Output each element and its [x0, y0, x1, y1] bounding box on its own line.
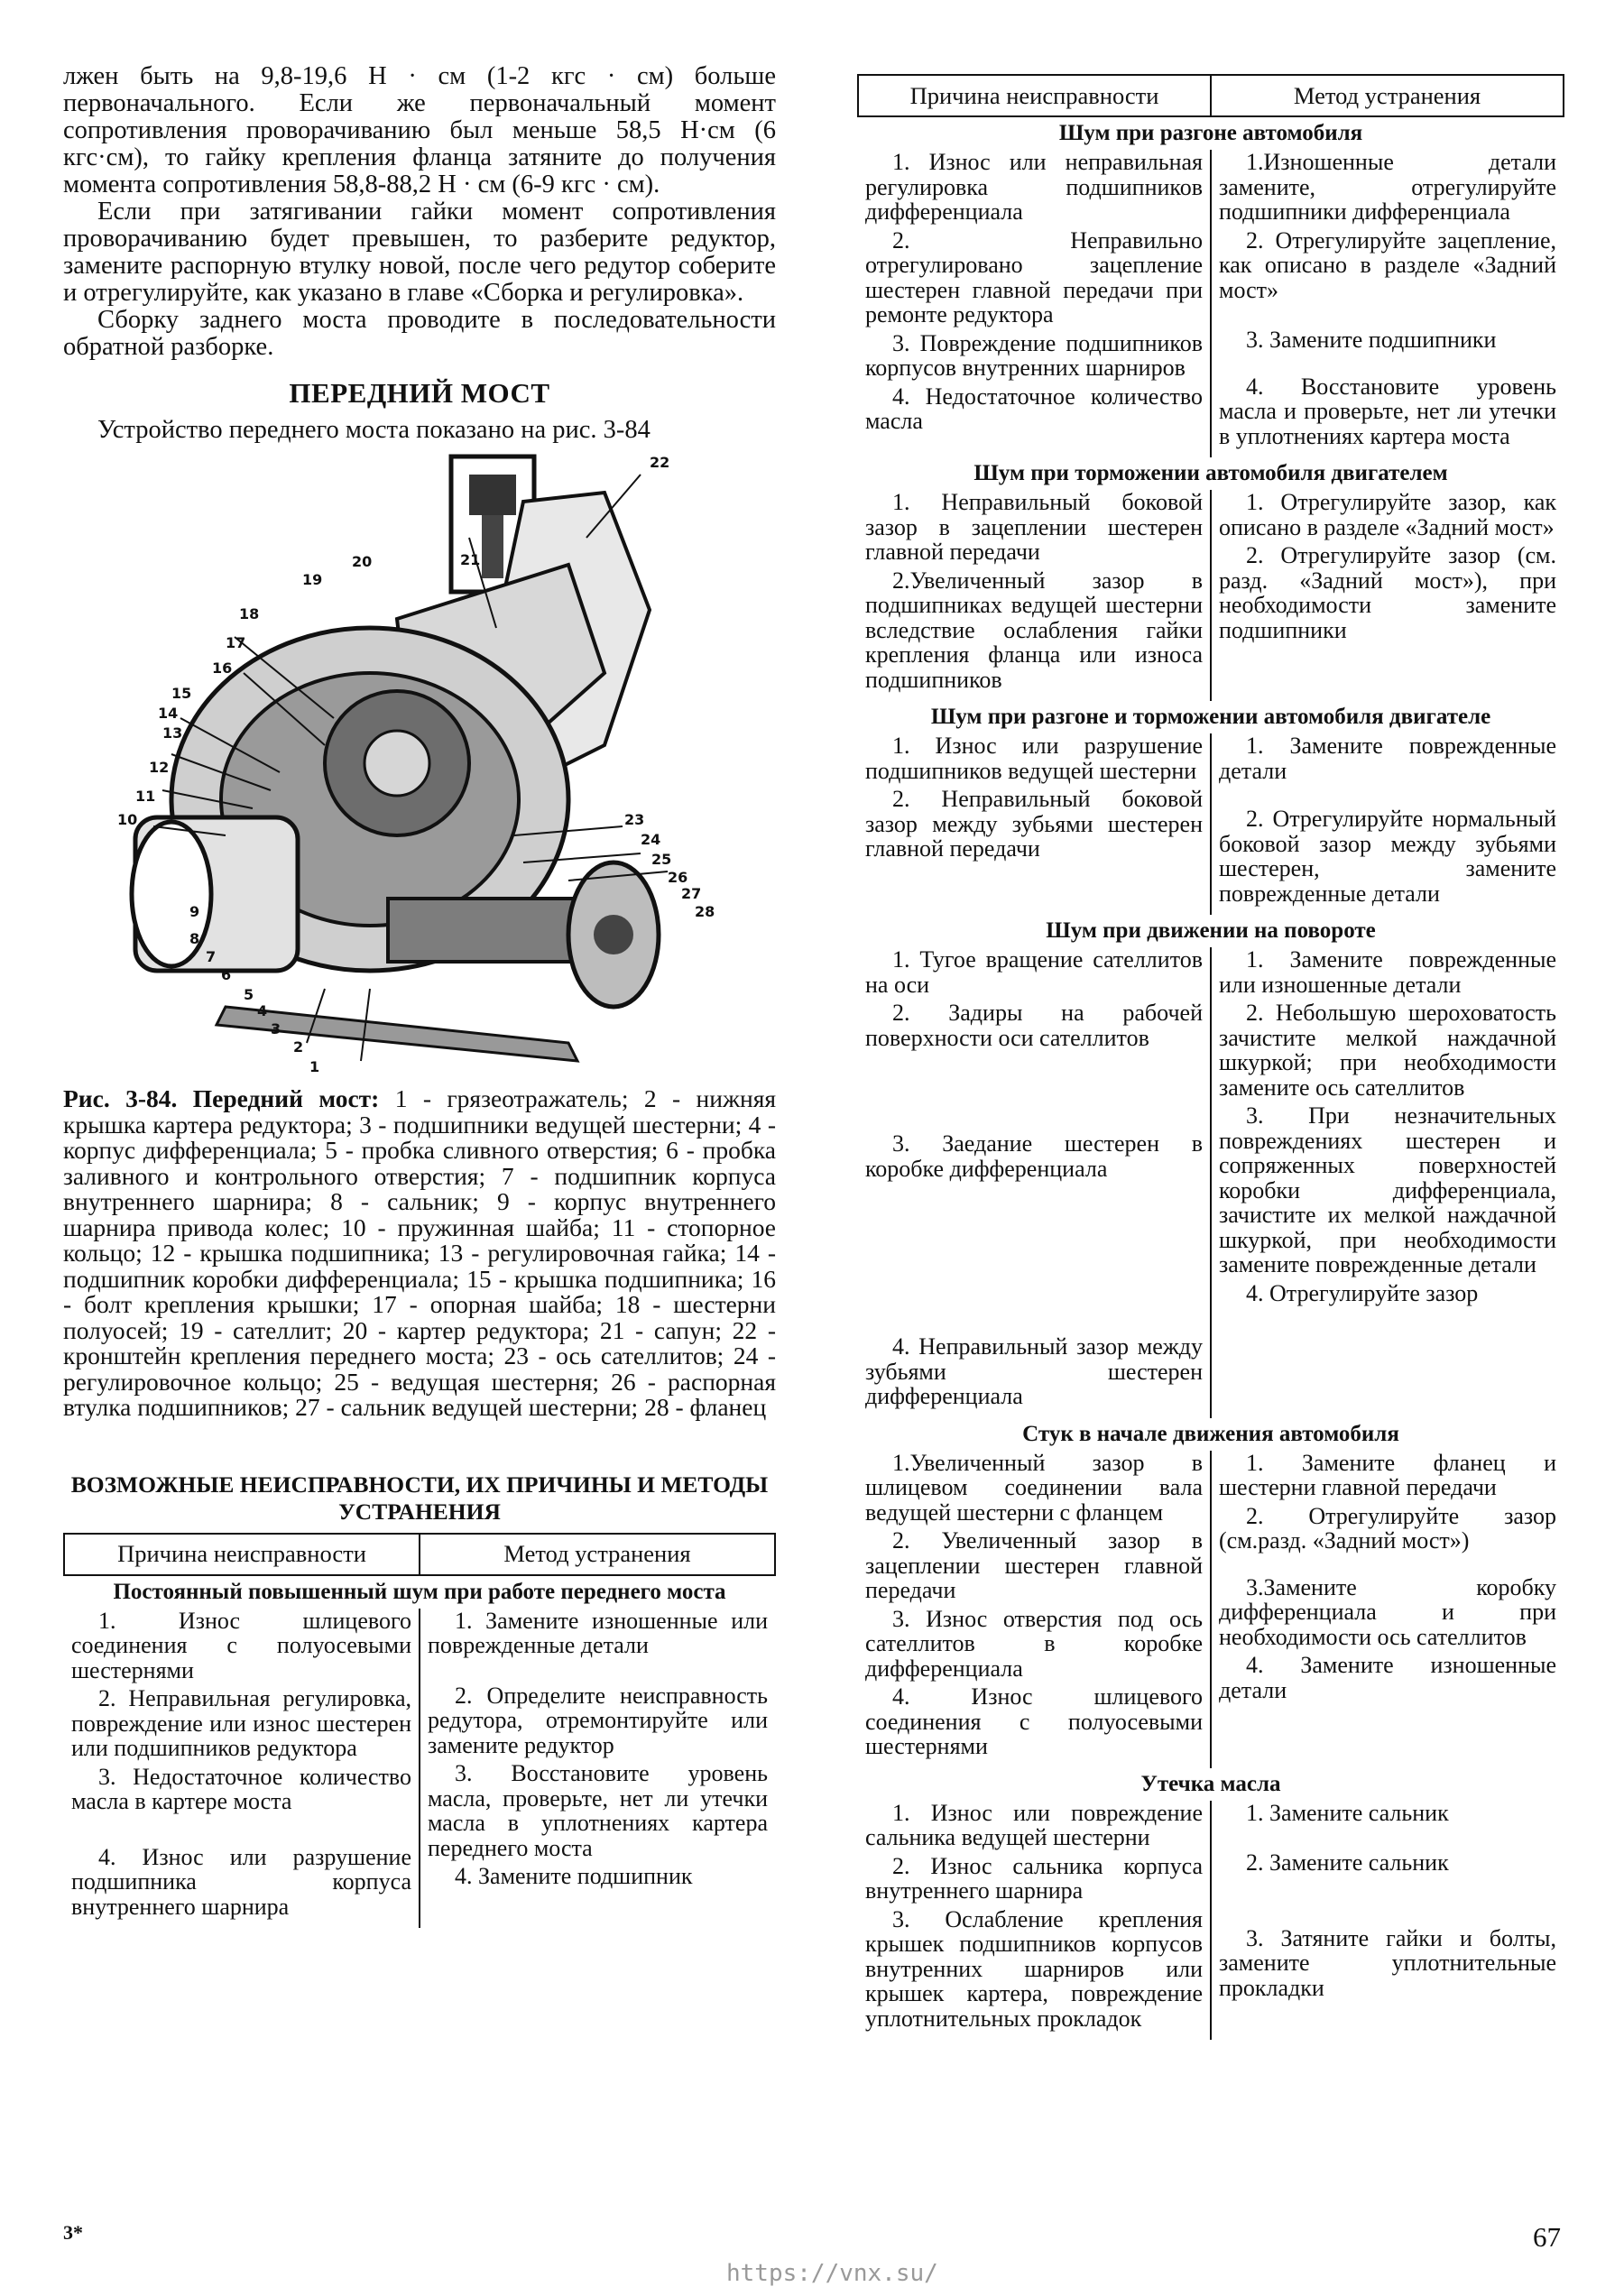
- callout-1: 1: [309, 1058, 320, 1075]
- table-row: [858, 1801, 1564, 2041]
- table-row: [858, 490, 1564, 701]
- table-row: [64, 1609, 775, 1929]
- caption-label: Рис. 3-84. Передний мост:: [63, 1084, 380, 1112]
- paragraph-3: Сборку заднего моста проводите в последовательности обратной разборке.: [63, 306, 776, 361]
- callout-17: 17: [226, 634, 246, 651]
- callout-28: 28: [695, 903, 715, 920]
- cause-cell: 3. Ослабление крепления крышек подшипников корпусов внутренних шарниров или крышек картера, повреждение уплотнительных прокладок: [865, 1905, 1203, 2032]
- method-cell: 1.Изношенные детали замените, отрегулируйте подшипники дифференциала: [1219, 149, 1556, 225]
- inset-part-top: [469, 475, 516, 515]
- method-cell: 3. Замените подшипники: [1246, 327, 1497, 353]
- callout-26: 26: [668, 869, 688, 886]
- callout-14: 14: [158, 705, 179, 722]
- cause-cell: 3. Недостаточное количество масла в картере моста: [71, 1763, 411, 1814]
- callout-2: 2: [293, 1038, 304, 1056]
- paragraph-1: лжен быть на 9,8-19,6 Н · см (1-2 кгс · см) больше первоначального. Если же первоначальный момент сопротивления проворачиванию был меньше 58,5 Н·см (6 кгс·см), то гайку крепления фланца затяните до получения момента сопротивления 58,8-88,2 Н · см (6-9 кгс · см).: [63, 62, 776, 198]
- callout-15: 15: [171, 685, 192, 702]
- front-axle-figure: [99, 447, 731, 1079]
- cause-cell: 4. Износ или разрушение подшипника корпуса внутреннего шарнира: [71, 1843, 411, 1920]
- method-cell: 2. Отрегулируйте зазор (см. разд. «Задний мост»), при необходимости замените подшипники: [1219, 542, 1556, 643]
- method-cell: 3. Затяните гайки и болты, замените уплотнительные прокладки: [1219, 1924, 1556, 2001]
- group-title: Шум при разгоне и торможении автомобиля двигателе: [930, 705, 1491, 729]
- callout-23: 23: [624, 811, 645, 828]
- signature-mark: 3*: [63, 2221, 83, 2244]
- method-cell: 2. Определите неисправность редутора, отремонтируйте или замените редуктор: [428, 1682, 768, 1758]
- method-cell: 2. Отрегулируйте зацепление, как описано в разделе «Задний мост»: [1219, 226, 1556, 303]
- callout-16: 16: [212, 659, 233, 677]
- figure-intro: Устройство переднего моста показано на рис. 3-84: [97, 416, 651, 444]
- table-row: [858, 733, 1564, 915]
- callout-22: 22: [650, 454, 670, 471]
- cause-cell: 1. Неправильный боковой зазор в зацеплении шестерен главной передачи: [865, 489, 1203, 565]
- cause-cell: 4. Износ шлицевого соединения с полуосевыми шестернями: [865, 1683, 1203, 1759]
- table-row: [858, 1451, 1564, 1768]
- method-cell: 1. Замените поврежденные детали: [1219, 733, 1556, 784]
- method-cell: 1. Отрегулируйте зазор, как описано в разделе «Задний мост»: [1219, 489, 1556, 540]
- cause-cell: 3. Износ отверстия под ось сателлитов в коробке дифференциала: [865, 1605, 1203, 1682]
- method-cell: 3. При незначительных повреждениях шестерен и сопряженных поверхностей коробки дифференциала, зачистите их мелкой наждачной шкуркой, при необходимости замените поврежденные детали: [1219, 1102, 1556, 1277]
- method-cell: 3. Восстановите уровень масла, проверьте, нет ли утечки масла в уплотнениях картера переднего моста: [428, 1760, 768, 1861]
- inset-part-stem: [482, 515, 503, 578]
- callout-19: 19: [302, 571, 323, 588]
- method-cell: 4. Замените изношенные детали: [1219, 1652, 1556, 1703]
- callout-5: 5: [244, 986, 254, 1003]
- header-cause: Причина неисправности: [858, 75, 1211, 116]
- drive-pinion: [388, 899, 595, 962]
- cause-cell: 1. Износ или неправильная регулировка подшипников дифференциала: [865, 149, 1203, 225]
- cause-cell: 3. Заедание шестерен в коробке дифференциала: [865, 1130, 1203, 1182]
- header-cause: Причина неисправности: [64, 1534, 420, 1575]
- callout-11: 11: [135, 788, 156, 805]
- callout-8: 8: [189, 930, 200, 947]
- right-column: [857, 74, 1564, 2040]
- table-row: [858, 150, 1564, 457]
- cause-cell: 2. Увеличенный зазор в зацеплении шестерен главной передачи: [865, 1527, 1203, 1603]
- section-title: ПЕРЕДНИЙ МОСТ: [289, 377, 550, 409]
- cause-cell: 2. Неправильная регулировка, повреждение или износ шестерен или подшипников редуктора: [71, 1685, 411, 1761]
- paragraph-2: Если при затягивании гайки момент сопротивления проворачиванию будет превышен, то разберите редуктор, замените распорную втулку новой, после чего редутор соберите и отрегулируйте, как указано в главе «Сборка и регулировка».: [63, 198, 776, 307]
- method-cell: 2. Отрегулируйте зазор (см.разд. «Задний мост»): [1219, 1502, 1556, 1554]
- callout-4: 4: [257, 1002, 268, 1019]
- callout-25: 25: [651, 851, 672, 868]
- callout-21: 21: [460, 551, 481, 568]
- watermark-url: https://vnx.su/: [726, 2260, 938, 2287]
- troubleshooting-table-right: [857, 74, 1564, 2040]
- front-axle-drawing: [99, 447, 731, 1079]
- method-cell: 2. Небольшую шероховатость зачистите мелкой наждачной шкуркой; при необходимости замените ось сателлитов: [1219, 1000, 1556, 1101]
- callout-24: 24: [641, 831, 661, 848]
- header-method: Метод устранения: [1211, 75, 1564, 116]
- cause-cell: 4. Недостаточное количество масла: [865, 383, 1203, 434]
- callout-3: 3: [271, 1020, 281, 1037]
- method-cell: 2. Замените сальник: [1246, 1849, 1449, 1876]
- cause-cell: 1. Износ шлицевого соединения с полуосевыми шестернями: [71, 1607, 411, 1683]
- cause-cell: 1. Износ или разрушение подшипников ведущей шестерни: [865, 733, 1203, 784]
- group-title: Утечка масла: [1140, 1771, 1281, 1796]
- method-cell: 3.Замените коробку дифференциала и при необходимости ось сателлитов: [1219, 1573, 1556, 1650]
- method-cell: 4. Отрегулируйте зазор: [1246, 1279, 1479, 1306]
- callout-6: 6: [221, 966, 232, 983]
- cause-cell: 2. Задиры на рабочей поверхности оси сателлитов: [865, 1000, 1203, 1051]
- method-cell: 4. Восстановите уровень масла и проверьте, нет ли утечки в уплотнениях картера моста: [1219, 373, 1556, 449]
- cause-cell: 2.Увеличенный зазор в подшипниках ведущей шестерни вследствие ослабления гайки крепления фланца или износа подшипников: [865, 567, 1203, 693]
- cause-cell: 1.Увеличенный зазор в шлицевом соединении вала ведущей шестерни с фланцем: [865, 1449, 1203, 1526]
- caption-text: 1 - грязеотражатель; 2 - нижняя крышка картера редуктора; 3 - подшипники ведущей шестерни; 4 - корпус дифференциала; 5 - пробка сливного отверстия; 6 - пробка заливного и контрольного отверстия; 7 - подшипник корпуса внутреннего шарнира; 8 - сальник; 9 - корпус внутреннего шарнира привода колес; 10 - пружинная шайба; 11 - стопорное кольцо; 12 - крышка подшипника; 13 - регулировочная гайка; 14 - подшипник коробки дифференциала; 15 - крышка подшипника; 16 - болт крепления крышки; 17 - опорная шайба; 18 - шестерни полуосей; 19 - сателлит; 20 - картер редуктора; 21 - сапун; 22 - кронштейн крепления переднего моста; 23 - ось сателлитов; 24 - регулировочное кольцо; 25 - ведущая шестерня; 26 - распорная втулка подшипников; 27 - сальник ведущей шестерни; 28 - фланец: [63, 1084, 776, 1421]
- method-cell: 1. Замените изношенные или поврежденные детали: [428, 1607, 768, 1658]
- group-title: Шум при движении на повороте: [1046, 918, 1376, 943]
- cause-cell: 3. Повреждение подшипников корпусов внутренних шарниров: [865, 329, 1203, 381]
- table-row: [858, 947, 1564, 1418]
- callout-10: 10: [117, 811, 138, 828]
- callout-18: 18: [239, 605, 260, 622]
- page-number: 67: [1533, 2221, 1561, 2253]
- callout-20: 20: [352, 553, 373, 570]
- cause-cell: 2. Износ сальника корпуса внутреннего шарнира: [865, 1852, 1203, 1904]
- callout-7: 7: [206, 948, 217, 965]
- method-cell: 1. Замените сальник: [1246, 1799, 1449, 1826]
- cause-cell: 1. Тугое вращение сателлитов на оси: [865, 946, 1203, 998]
- cause-cell: 2. Неправильный боковой зазор между зубьями шестерен главной передачи: [865, 786, 1203, 862]
- callout-13: 13: [162, 724, 183, 742]
- callout-27: 27: [681, 885, 702, 902]
- method-cell: 2. Отрегулируйте нормальный боковой зазор между зубьями шестерен, замените поврежденные детали: [1219, 806, 1556, 907]
- callout-9: 9: [189, 903, 200, 920]
- group-title: Стук в начале движения автомобиля: [1022, 1421, 1399, 1446]
- method-cell: 4. Замените подшипник: [455, 1863, 693, 1889]
- header-method: Метод устранения: [420, 1534, 775, 1575]
- flange-nut: [594, 915, 633, 954]
- method-cell: 1. Замените фланец и шестерни главной передачи: [1219, 1449, 1556, 1500]
- callout-12: 12: [149, 759, 170, 776]
- troubleshooting-title: ВОЗМОЖНЫЕ НЕИСПРАВНОСТИ, ИХ ПРИЧИНЫ И МЕТОДЫ УСТРАНЕНИЯ: [70, 1471, 769, 1525]
- cause-cell: 4. Неправильный зазор между зубьями шестерен дифференциала: [865, 1333, 1203, 1409]
- satellite-gear: [364, 731, 429, 796]
- figure-caption: [63, 1086, 776, 1421]
- group-title: Шум при торможении автомобиля двигателем: [973, 461, 1448, 485]
- method-cell: 1. Замените поврежденные или изношенные детали: [1219, 946, 1556, 998]
- cause-cell: 2. Неправильно отрегулировано зацепление шестерен главной передачи при ремонте редуктора: [865, 226, 1203, 327]
- cause-cell: 1. Износ или повреждение сальника ведущей шестерни: [865, 1799, 1203, 1850]
- left-column: [63, 63, 776, 1928]
- group-title: Шум при разгоне автомобиля: [1058, 121, 1363, 145]
- troubleshooting-table-left: [63, 1533, 776, 1929]
- group-title: Постоянный повышенный шум при работе переднего моста: [113, 1579, 726, 1604]
